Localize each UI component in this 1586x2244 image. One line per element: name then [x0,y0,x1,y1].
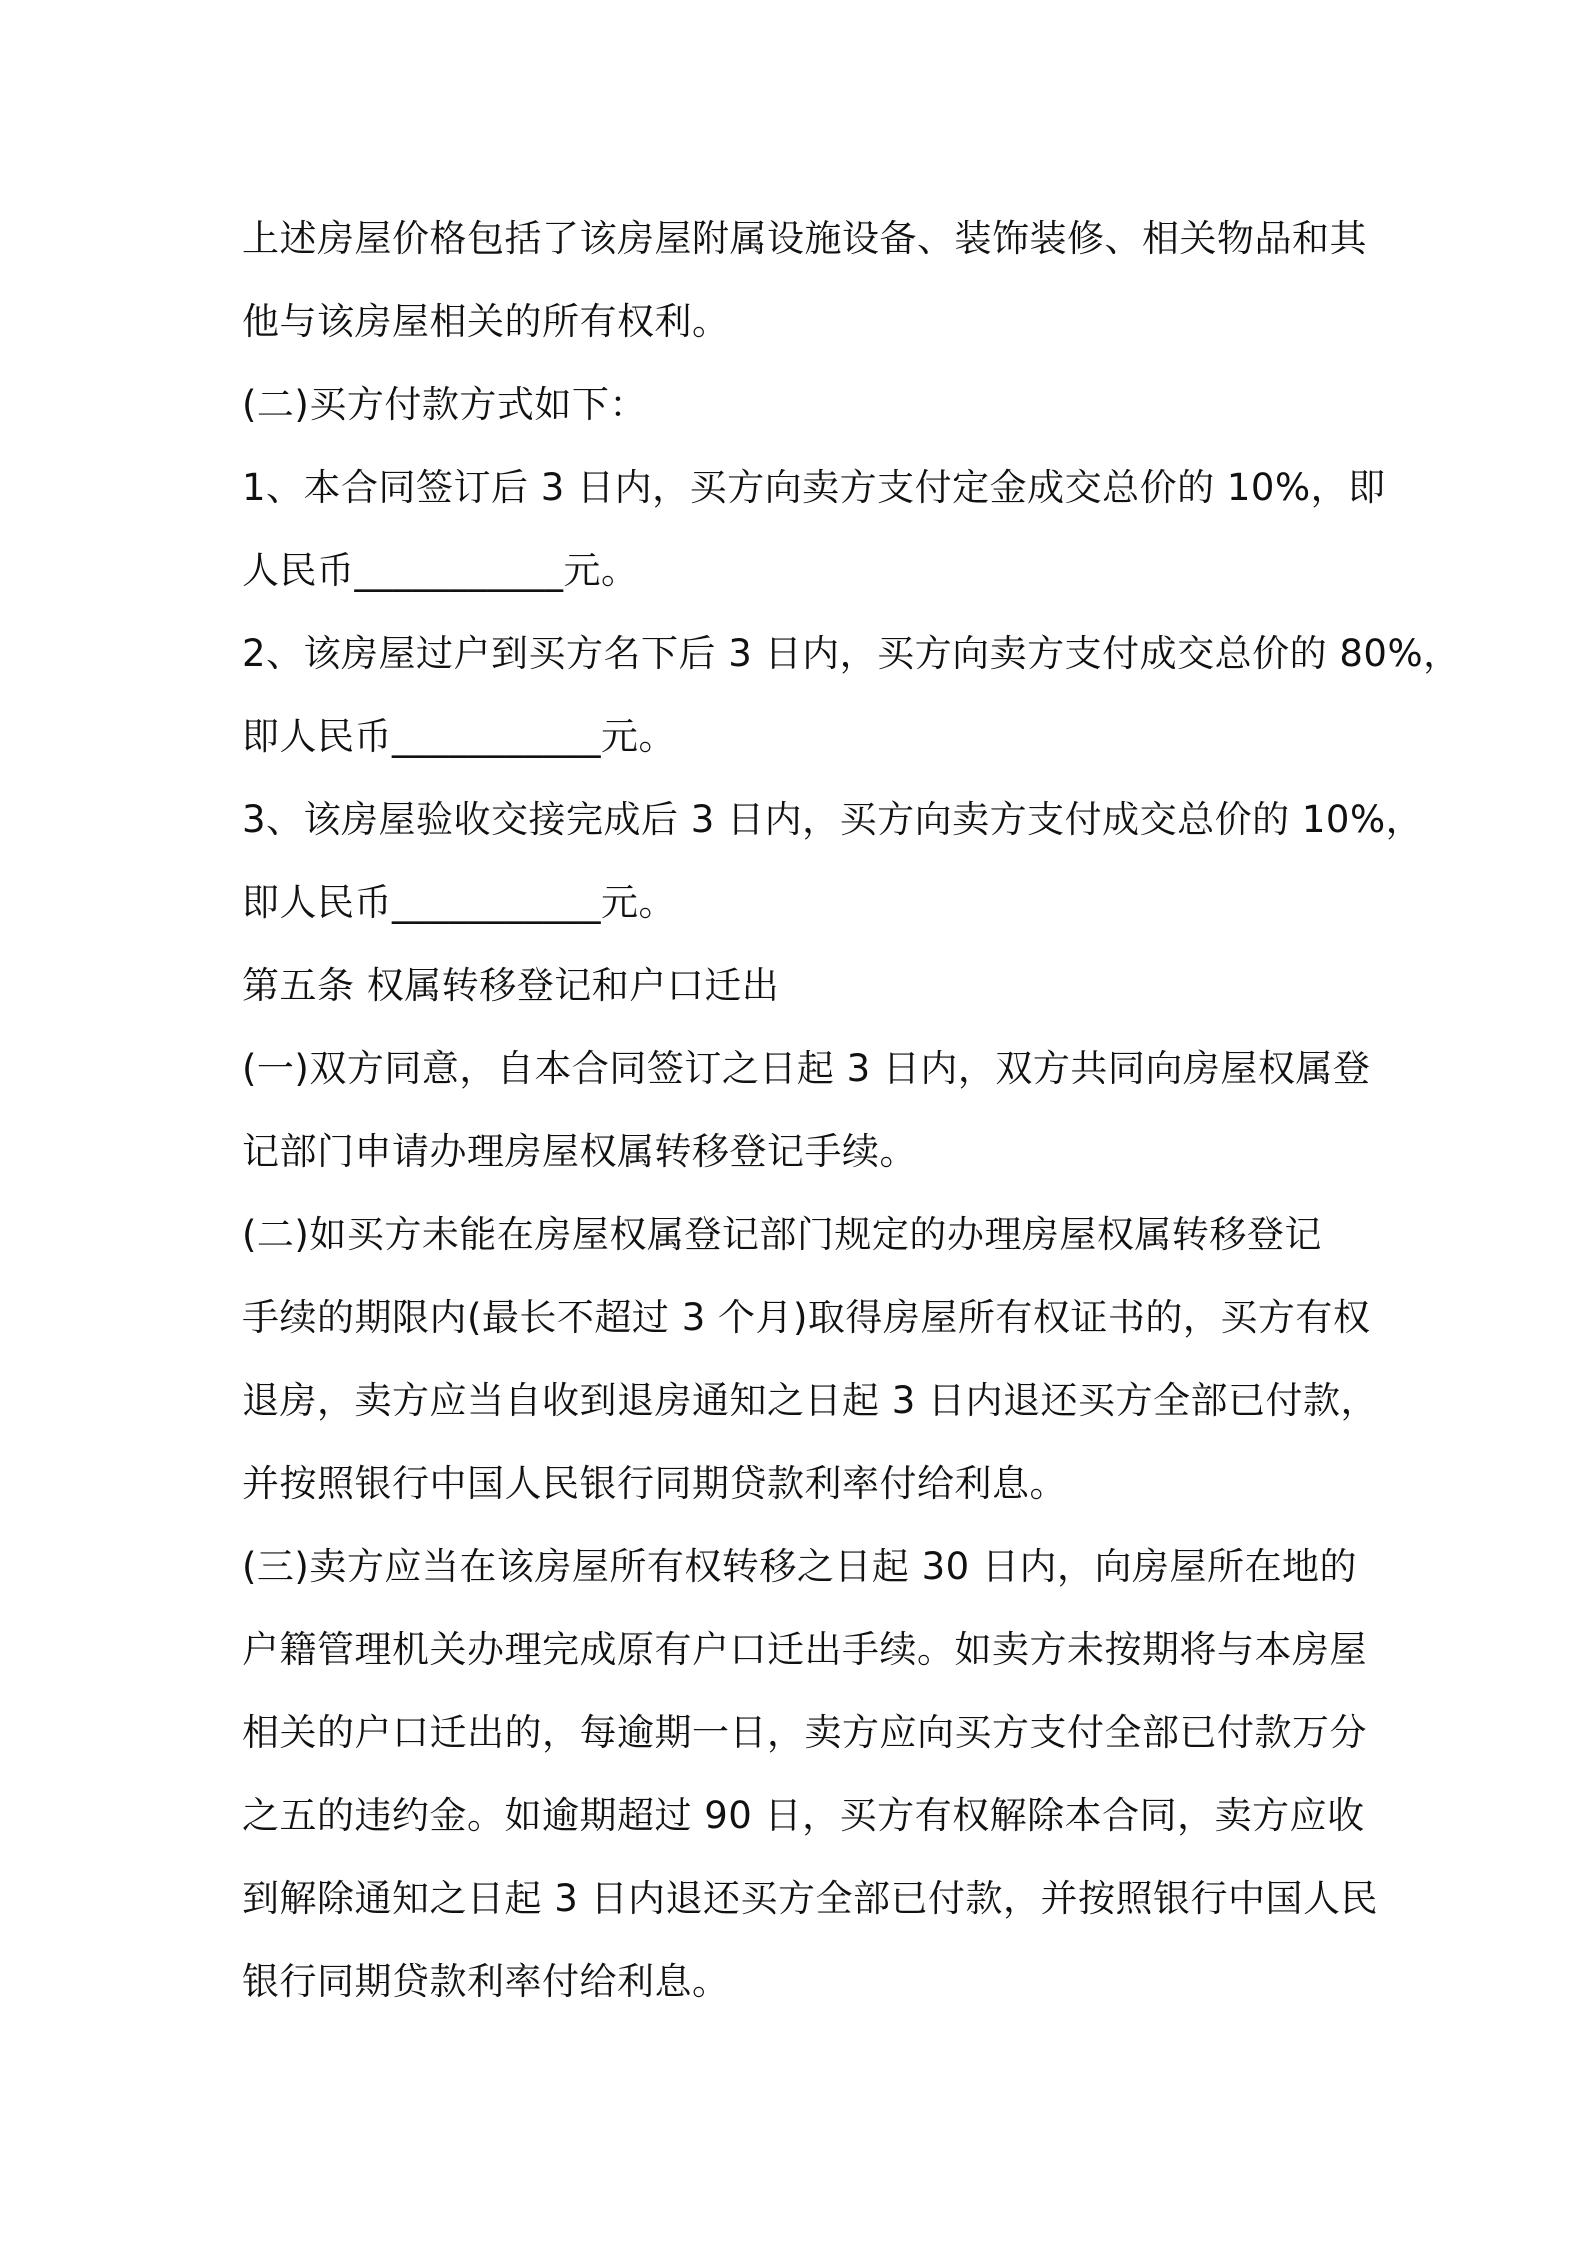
text-line-11: (一)双方同意，自本合同签订之日起 3 日内，双方共同向房屋权属登 [242,1047,1371,1090]
text-line-1: 上述房屋价格包括了该房屋附属设施设备、装饰装修、相关物品和其 [242,217,1367,260]
text-line-5: 人民币___________元。 [242,549,639,592]
text-line-21: 到解除通知之日起 3 日内退还买方全部已付款，并按照银行中国人民 [242,1877,1379,1920]
text-line-19: 相关的户口迁出的，每逾期一日，卖方应向买方支付全部已付款万分 [242,1711,1367,1754]
text-line-15: 退房，卖方应当自收到退房通知之日起 3 日内退还买方全部已付款， [242,1379,1379,1422]
text-line-20: 之五的违约金。如逾期超过 90 日，买方有权解除本合同，卖方应收 [242,1794,1365,1837]
text-line-2: 他与该房屋相关的所有权利。 [242,300,730,343]
text-line-4: 1、本合同签订后 3 日内，买方向卖方支付定金成交总价的 10%，即 [242,466,1386,509]
text-line-12: 记部门申请办理房屋权属转移登记手续。 [242,1130,917,1173]
text-line-18: 户籍管理机关办理完成原有户口迁出手续。如卖方未按期将与本房屋 [242,1628,1367,1671]
section-heading: 第五条 权属转移登记和户口迁出 [242,964,780,1007]
text-line-14: 手续的期限内(最长不超过 3 个月)取得房屋所有权证书的，买方有权 [242,1296,1371,1339]
text-line-7: 即人民币___________元。 [242,715,676,758]
text-line-9: 即人民币___________元。 [242,881,676,924]
text-line-8: 3、该房屋验收交接完成后 3 日内，买方向卖方支付成交总价的 10%， [242,798,1424,841]
text-line-17: (三)卖方应当在该房屋所有权转移之日起 30 日内，向房屋所在地的 [242,1545,1357,1588]
text-line-3: (二)买方付款方式如下： [242,383,647,426]
text-line-22: 银行同期贷款利率付给利息。 [242,1960,730,2003]
text-line-16: 并按照银行中国人民银行同期贷款利率付给利息。 [242,1462,1067,1505]
document-body [242,197,1461,2023]
text-line-6: 2、该房屋过户到买方名下后 3 日内，买方向卖方支付成交总价的 80%， [242,632,1461,675]
text-line-13: (二)如买方未能在房屋权属登记部门规定的办理房屋权属转移登记 [242,1213,1322,1256]
